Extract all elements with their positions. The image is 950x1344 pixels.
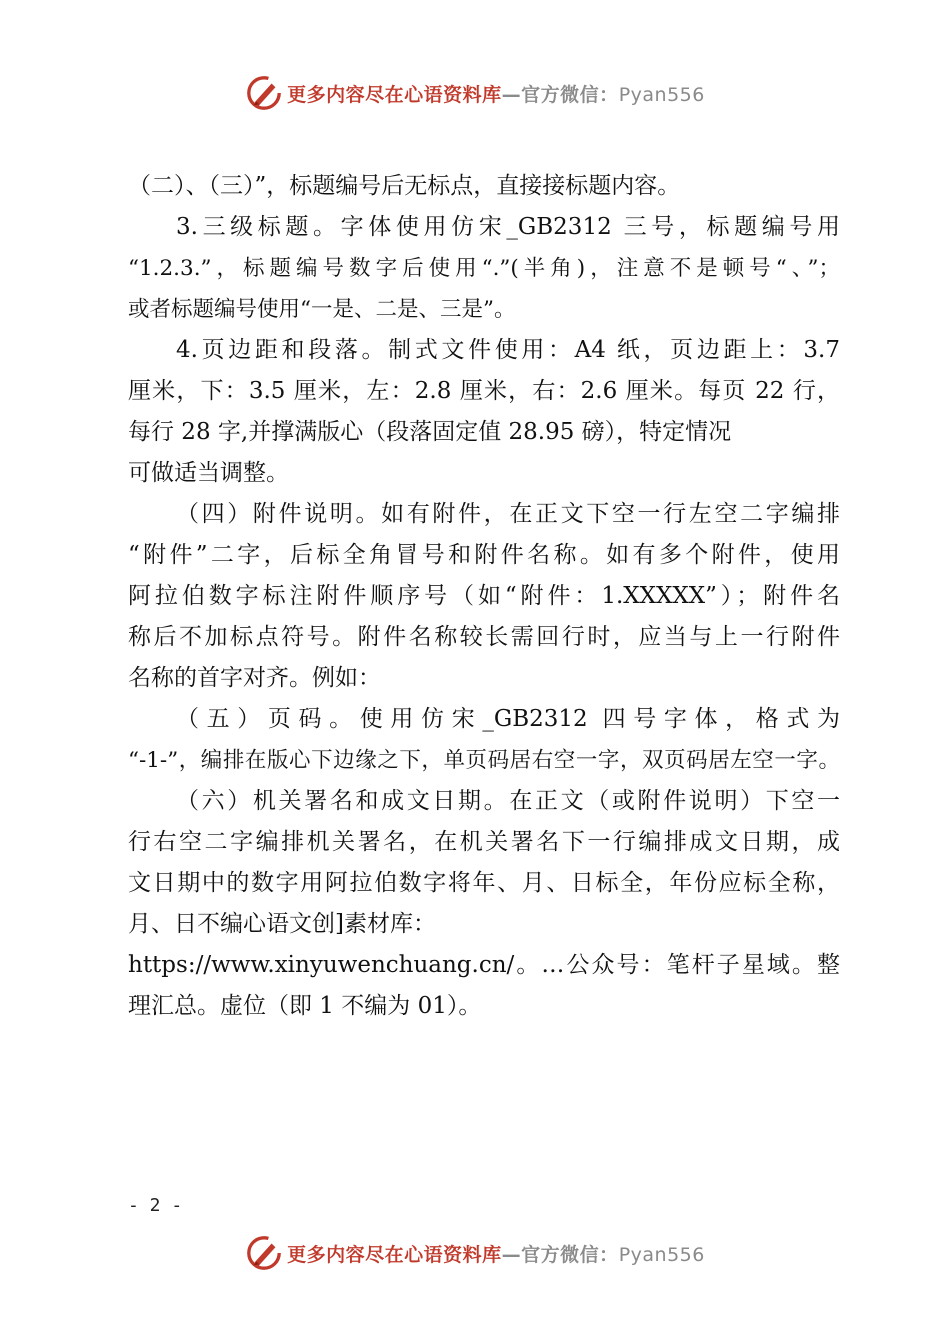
banner-text	[287, 1240, 705, 1267]
pen-logo-icon	[245, 74, 283, 112]
banner-title: 更多内容尽在心语资料库	[287, 1243, 502, 1266]
banner-official: 官方微信：	[521, 83, 619, 106]
banner-title: 更多内容尽在心语资料库	[287, 83, 502, 106]
footer-banner	[0, 1233, 950, 1273]
text-line: （二）、（三）”，标题编号后无标点，直接接标题内容。	[128, 173, 681, 199]
text-line: 阿拉伯数字标注附件顺序号（如“附件：1.XXXXX”）；附件名	[128, 583, 840, 609]
banner-handle: Pyan556	[618, 1243, 705, 1266]
banner-text	[287, 80, 705, 107]
text-line: 名称的首字对齐。例如：	[128, 665, 381, 691]
text-line: 每行 28 字,并撑满版心（段落固定值 28.95 磅），特定情况	[128, 419, 732, 445]
text-line: https://www.xinyuwenchuang.cn/。…公众号：笔杆子星域。整	[128, 952, 840, 978]
text-line: （五）页码。使用仿宋_GB2312 四号字体，格式为	[176, 706, 840, 732]
text-line: “-1-”，编排在版心下边缘之下，单页码居右空一字，双页码居左空一字。	[128, 748, 840, 773]
text-line: 厘米，下：3.5 厘米，左：2.8 厘米，右：2.6 厘米。每页 22 行，	[128, 378, 840, 404]
text-line: 4.页边距和段落。制式文件使用：A4 纸，页边距上：3.7	[176, 337, 840, 363]
banner-handle: Pyan556	[618, 83, 705, 106]
text-line: （六）机关署名和成文日期。在正文（或附件说明）下空一	[176, 788, 840, 814]
document-body	[128, 166, 840, 1027]
text-line: （四）附件说明。如有附件，在正文下空一行左空二字编排	[176, 501, 840, 527]
text-line: 或者标题编号使用“一是、二是、三是”。	[128, 297, 516, 322]
text-line: 3.三级标题。字体使用仿宋_GB2312 三号，标题编号用	[176, 214, 840, 240]
banner-official: 官方微信：	[521, 1243, 619, 1266]
text-line: “附件”二字，后标全角冒号和附件名称。如有多个附件，使用	[128, 542, 840, 568]
pen-logo-icon	[245, 1234, 283, 1272]
text-line: 文日期中的数字用阿拉伯数字将年、月、日标全，年份应标全称，	[128, 870, 840, 896]
text-line: 称后不加标点符号。附件名称较长需回行时，应当与上一行附件	[128, 624, 840, 650]
banner-separator: —	[501, 83, 522, 106]
text-line: 行右空二字编排机关署名，在机关署名下一行编排成文日期，成	[128, 829, 840, 855]
text-line: 可做适当调整。	[128, 460, 289, 486]
text-line: 理汇总。虚位（即 1 不编为 01）。	[128, 993, 482, 1019]
text-line: 月、日不编心语文创]素材库：	[128, 911, 436, 937]
banner-separator: —	[501, 1243, 522, 1266]
page-number: - 2 -	[128, 1195, 183, 1216]
header-banner	[0, 73, 950, 113]
text-line: “1.2.3.”，标题编号数字后使用“.”(半角)，注意不是顿号“、”；	[128, 256, 840, 281]
